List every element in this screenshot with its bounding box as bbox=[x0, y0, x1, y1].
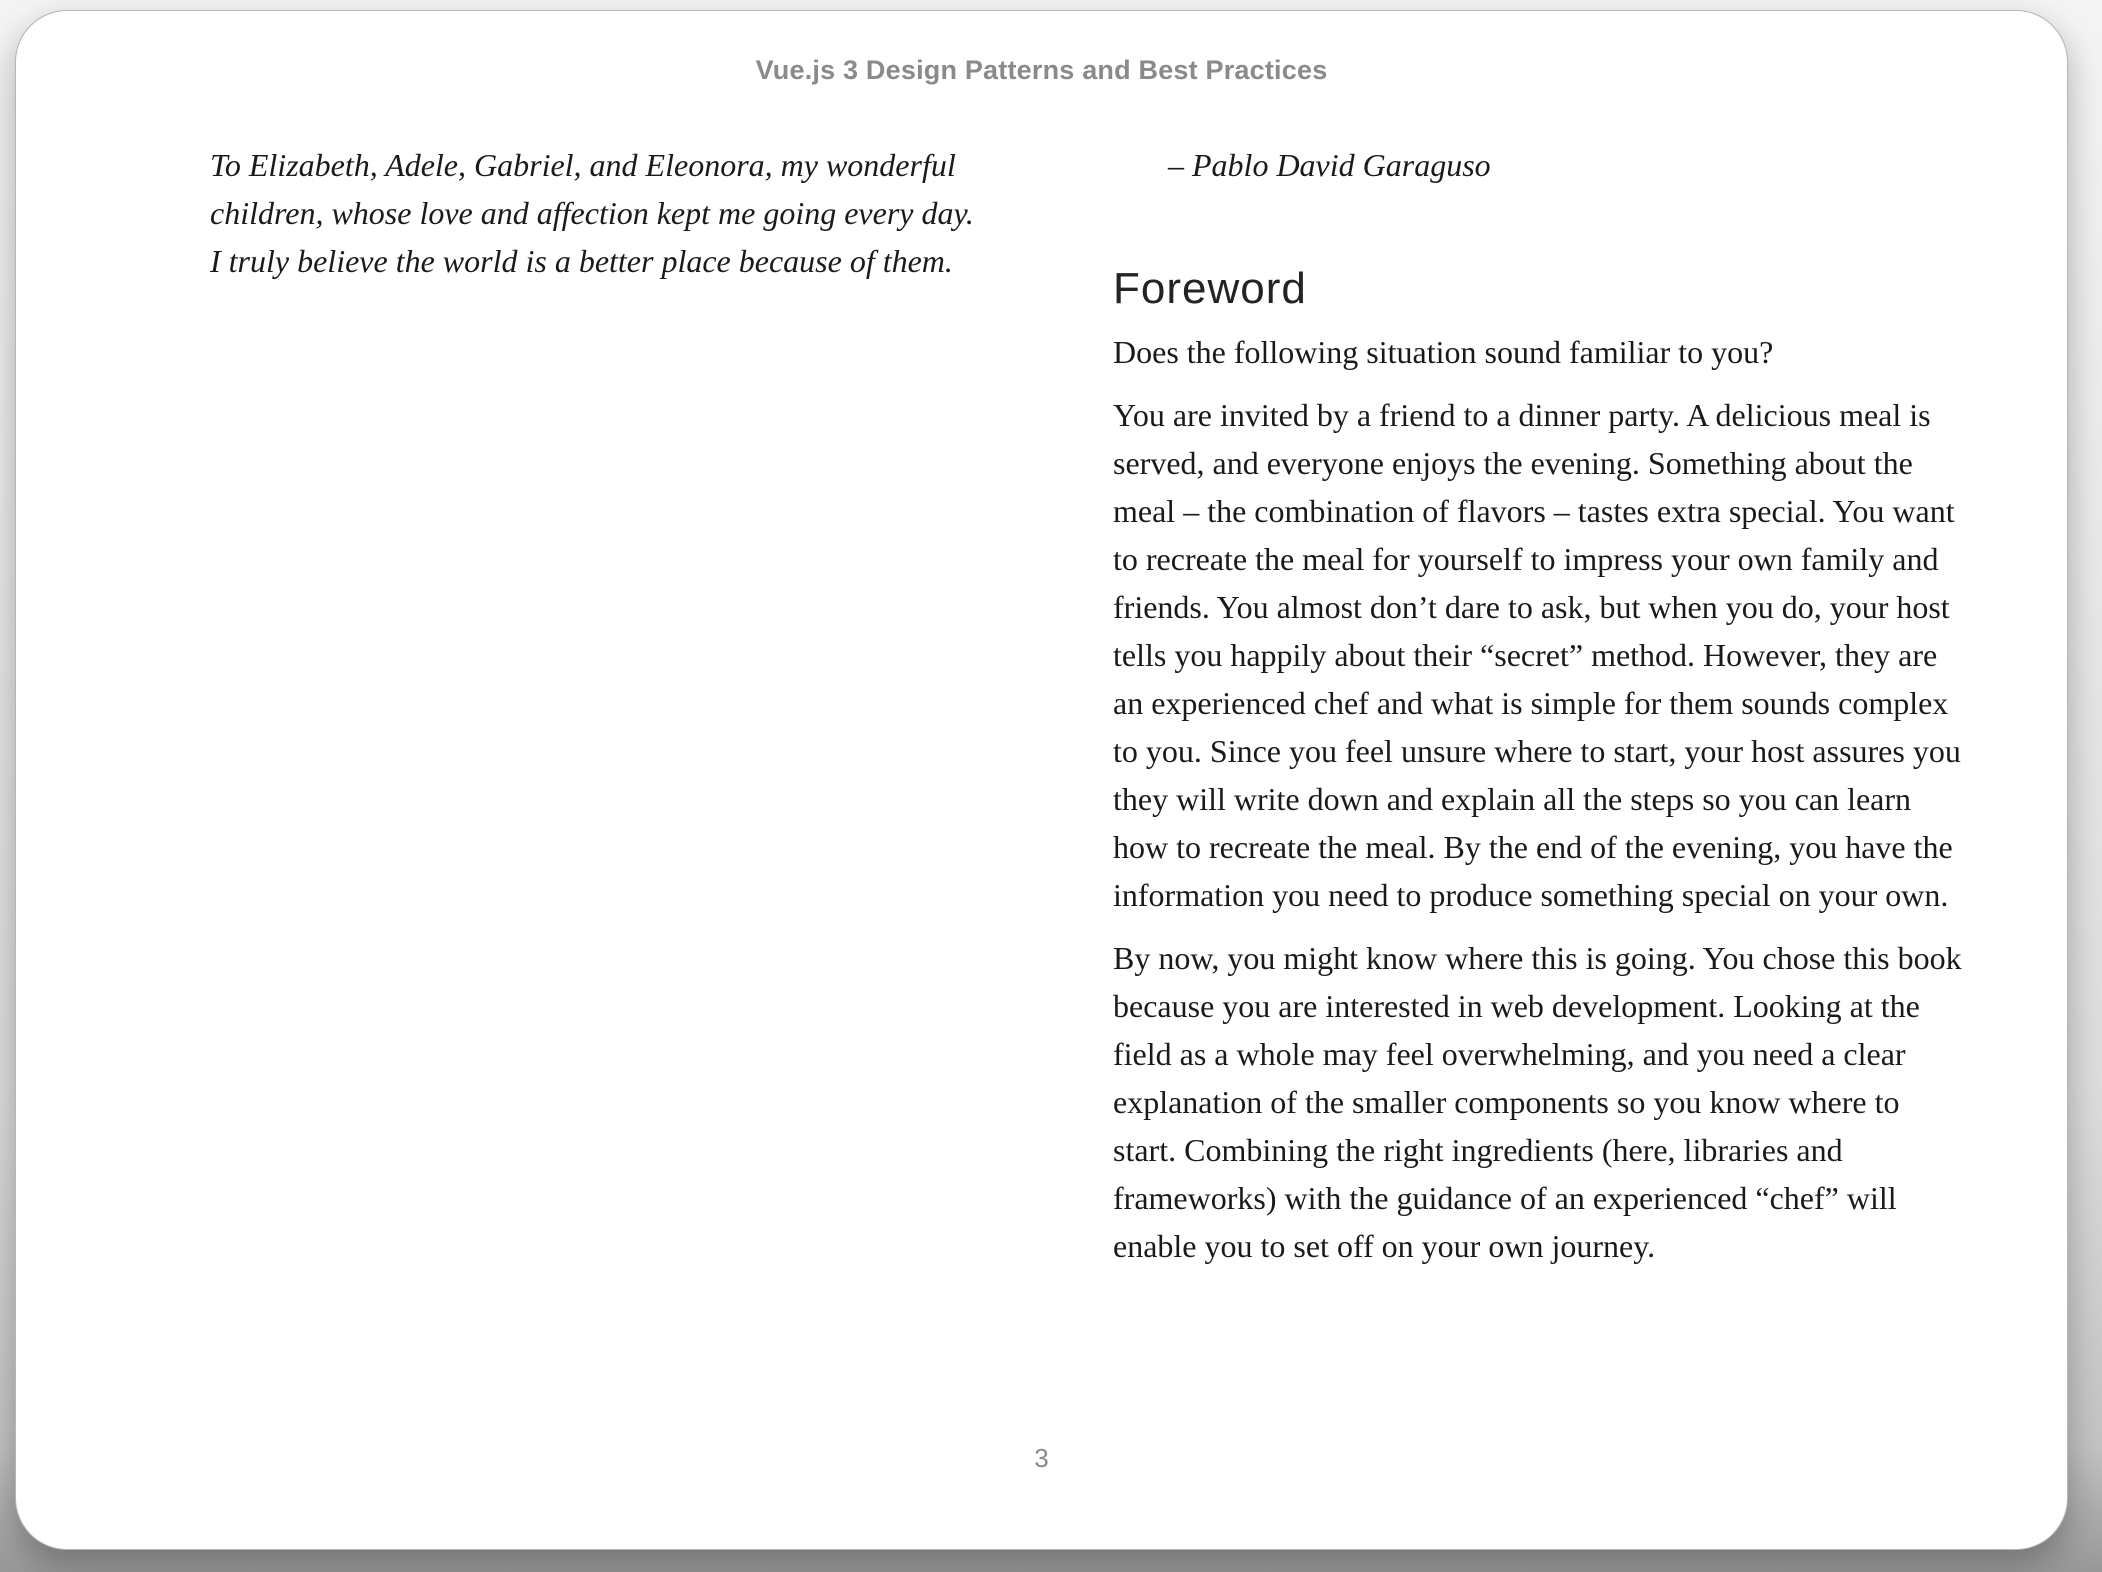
paragraph: You are invited by a friend to a dinner party. A delicious meal is served, and everyone enjoys the evening. Something about the meal – the combination of flavors – tastes extra special. You want to recreate the meal for yourself to impress your own family and friends. You almost don’t dare to ask, but when you do, your host tells you happily about their “secret” method. However, they are an experienced chef and what is simple for them sounds complex to you. Since you feel unsure where to start, your host assures you they will write down and explain all the steps so you can learn how to recreate the meal. By the end of the evening, you have the information you need to produce something special on your own. bbox=[1113, 397, 1961, 913]
dedication-text: To Elizabeth, Adele, Gabriel, and Eleonora, my wonderful children, whose love and affection kept me going every day. I truly believe the world is a better place because of them. bbox=[210, 147, 974, 279]
chapter-heading-foreword: Foreword bbox=[1113, 264, 1307, 313]
book-reader-card bbox=[15, 10, 2068, 1550]
left-page[interactable] bbox=[210, 141, 978, 1421]
page-number: 3 bbox=[1034, 1443, 1049, 1473]
book-title-header: Vue.js 3 Design Patterns and Best Practices bbox=[755, 55, 1328, 85]
paragraph: Does the following situation sound familiar to you? bbox=[1113, 334, 1774, 370]
foreword-paragraphs bbox=[1113, 328, 1968, 1270]
dedication-attribution: – Pablo David Garaguso bbox=[1168, 147, 1491, 183]
paragraph: By now, you might know where this is going. You chose this book because you are interested in web development. Looking at the field as a whole may feel overwhelming, and you need a clear explanation of the smaller components so you know where to start. Combining the right ingredients (here, libraries and frameworks) with the guidance of an experienced “chef” will enable you to set off on your own journey. bbox=[1113, 940, 1962, 1264]
right-page[interactable] bbox=[1113, 141, 1968, 1421]
